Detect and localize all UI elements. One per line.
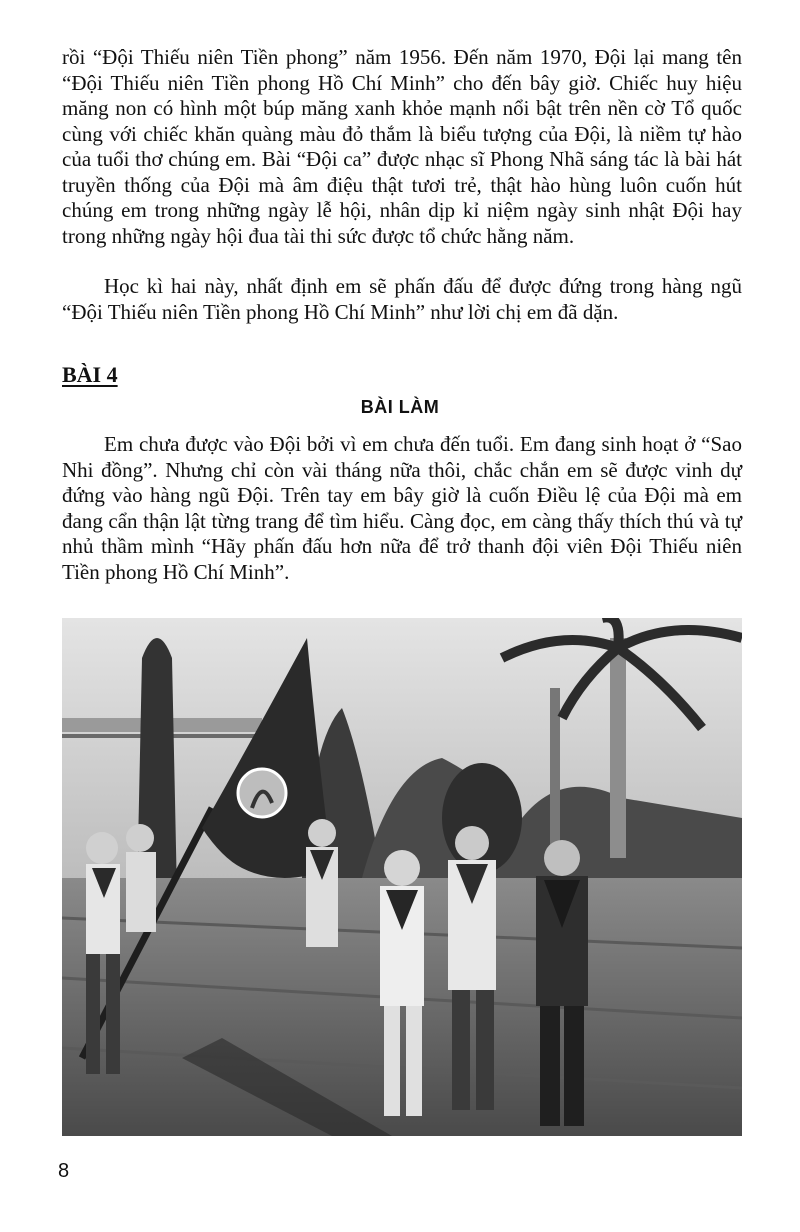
page-number: 8 (58, 1160, 70, 1182)
flag-ceremony-illustration (62, 618, 742, 1136)
paragraph-3: Em chưa được vào Đội bởi vì em chưa đến tuổi. Em đang sinh hoạt ở “Sao Nhi đồng”. Nhưng chỉ còn vài tháng nữa thôi, chắc chắn em sẽ được vinh dự đứng vào hàng ngũ Đội. Trên tay em bây giờ là cuốn Điều lệ của Đội mà em đang cẩn thận lật từng trang để tìm hiểu. Càng đọc, em càng thấy thích thú và tự nhủ thầm mình “Hãy phấn đấu hơn nữa để trở thanh đội viên Đội Thiếu niên Tiền phong Hồ Chí Minh”. (62, 432, 742, 584)
section-title: BÀI LÀM (360, 397, 440, 417)
paragraph-1: rồi “Đội Thiếu niên Tiền phong” năm 1956. Đến năm 1970, Đội lại mang tên “Đội Thiếu niên Tiền phong Hồ Chí Minh” cho đến bây giờ. Chiếc huy hiệu măng non có hình một búp măng xanh khỏe mạnh nổi bật trên nền cờ Tổ quốc cùng với chiếc khăn quàng màu đỏ thắm là biểu tượng của Đội, là niềm tự hào của tuổi thơ chúng em. Bài “Đội ca” được nhạc sĩ Phong Nhã sáng tác là bài hát truyền thống của Đội mà âm điệu thật tươi trẻ, thật hào hùng luôn cuốn hút chúng em trong những ngày lễ hội, nhân dịp kỉ niệm ngày sinh nhật Đội hay trong những ngày hội đua tài thi sức được tổ chức hằng năm. (62, 45, 742, 248)
palm-trunk (610, 638, 626, 858)
flag-ceremony-photo (62, 618, 742, 1136)
lesson-label: BÀI 4 (62, 362, 118, 387)
paragraph-2: Học kì hai này, nhất định em sẽ phấn đấu để được đứng trong hàng ngũ “Đội Thiếu niên Tiền phong Hồ Chí Minh” như lời chị em đã dặn. (62, 274, 742, 324)
